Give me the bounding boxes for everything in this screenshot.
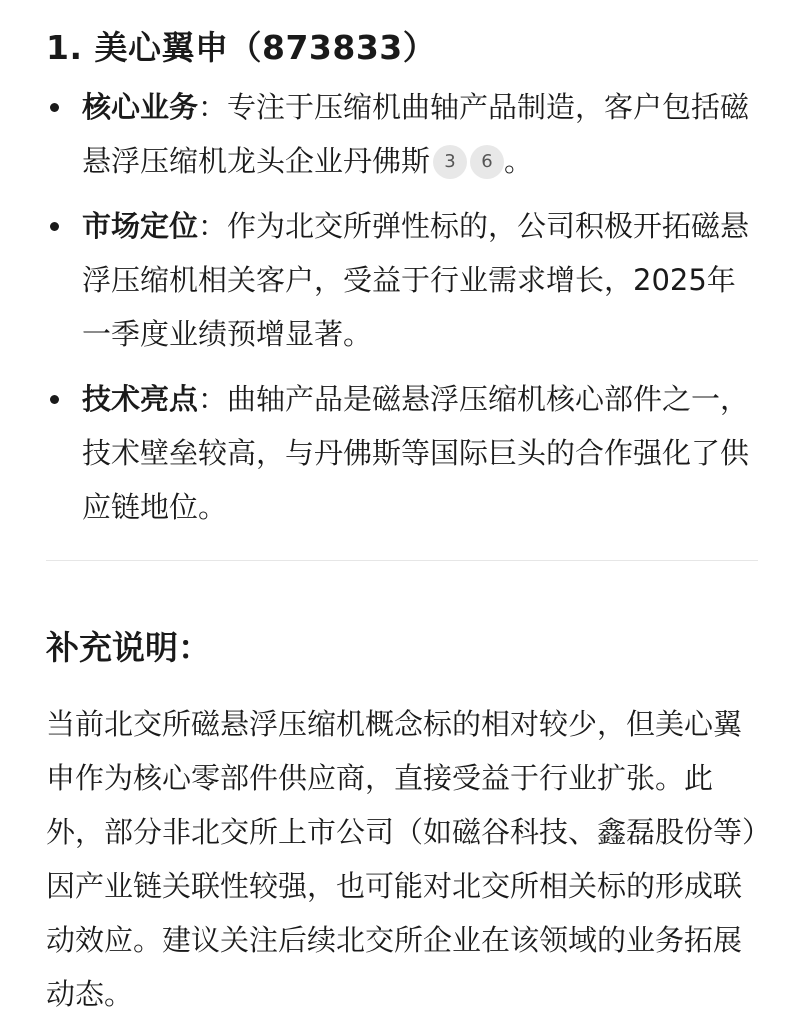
supplement-title: 补充说明：	[46, 628, 211, 667]
bullet-separator: ：	[198, 90, 228, 124]
bullet-tech-highlight	[46, 372, 758, 534]
bullet-text: 专注于压缩机曲轴产品制造，客户包括磁悬浮压缩机龙头企业丹佛斯	[82, 90, 750, 178]
bullet-core-business	[46, 80, 758, 188]
bullet-dot	[50, 395, 59, 404]
bullet-label: 核心业务	[82, 90, 199, 124]
bullet-text: 作为北交所弹性标的，公司积极开拓磁悬浮压缩机相关客户，受益于行业需求增长，2025年一季度业绩预增显著。	[82, 209, 750, 351]
bullet-label: 市场定位	[82, 209, 199, 243]
bullet-tail: 。	[504, 144, 534, 178]
citation-badge-3[interactable]: 3	[433, 145, 467, 179]
bullet-dot	[50, 103, 59, 112]
bullet-separator: ：	[198, 209, 228, 243]
bullet-dot	[50, 222, 59, 231]
bullet-text: 曲轴产品是磁悬浮压缩机核心部件之一，技术壁垒较高，与丹佛斯等国际巨头的合作强化了供应链地位。	[82, 382, 750, 524]
bullet-separator: ：	[198, 382, 228, 416]
answer-content	[46, 0, 758, 545]
bullet-market-position	[46, 199, 758, 361]
section-divider	[46, 560, 758, 561]
supplement-body: 当前北交所磁悬浮压缩机概念标的相对较少，但美心翼申作为核心零部件供应商，直接受益于行业扩张。此外，部分非北交所上市公司（如磁谷科技、鑫磊股份等）因产业链关联性较强，也可能对北交所相关标的形成联动效应。建议关注后续北交所企业在该领域的业务拓展动态。	[46, 707, 757, 1011]
citation-badge-6[interactable]: 6	[470, 145, 504, 179]
section-title: 1. 美心翼申（873833）	[46, 28, 437, 67]
bullet-list	[46, 80, 758, 534]
bullet-label: 技术亮点	[82, 382, 199, 416]
